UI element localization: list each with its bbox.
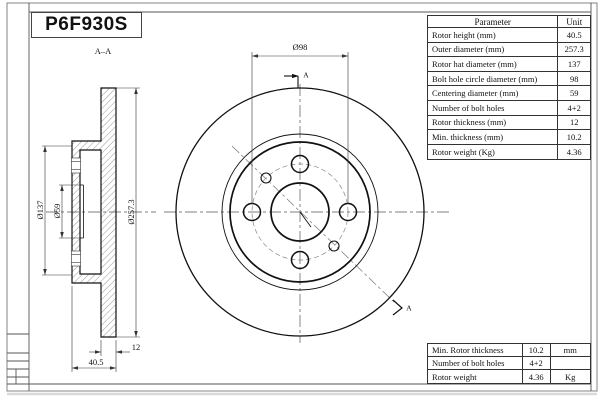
spec-table-header [428,16,590,28]
dim-hat-diameter-label: Ø137 [34,200,45,220]
value-cell: 4.36 [522,370,550,383]
dim-bolt-circle-label: Ø98 [292,41,308,52]
param-cell: Min. thickness (mm) [432,131,504,142]
value-cell: 4+2 [557,101,590,115]
table-row [428,116,590,131]
table-row [428,370,590,383]
value-cell: 59 [557,86,590,100]
part-number: P6F930S [45,14,128,35]
table-row [428,28,590,43]
value-cell: 12 [557,116,590,130]
label-cell: Min. Rotor thickness [432,345,504,355]
table-row [428,86,590,101]
unit-cell: mm [550,344,591,356]
table-row [428,43,590,58]
label-cell: Number of bolt holes [432,358,505,368]
table-row [428,344,590,357]
section-marker-top-label: A [303,70,309,80]
value-cell: 137 [557,57,590,71]
param-cell: Rotor hat diameter (mm) [432,58,517,69]
section-dimensions [42,88,140,372]
section-marker-top [284,74,299,88]
value-cell: 40.5 [557,28,590,42]
table-row [428,57,590,72]
param-cell: Number of bolt holes [432,102,505,113]
table-row [428,72,590,87]
spec-table [427,15,591,160]
dim-thickness-label: 12 [131,341,141,352]
dim-height-label: 40.5 [88,356,104,367]
param-cell: Bolt hole circle diameter (mm) [432,73,538,84]
value-cell: 4.36 [557,145,590,160]
front-view [164,52,452,343]
section-view [46,88,156,337]
summary-table [427,343,591,384]
value-cell: 98 [557,72,590,86]
dim-outer-diameter-label: Ø257.3 [125,199,136,225]
table-row [428,130,590,145]
table-row [428,145,590,160]
table-row [428,357,590,370]
section-dimension-arrows [43,88,138,370]
unit-cell: Kg [550,370,591,383]
spec-header-unit: Unit [557,16,590,27]
unit-cell [550,357,591,369]
param-cell: Rotor height (mm) [432,29,496,40]
param-cell: Outer diameter (mm) [432,44,505,55]
center-radius-tick [300,212,311,227]
section-view-title: A–A [94,45,112,56]
param-cell: Centering diameter (mm) [432,88,519,99]
rotor-cross-section [72,88,116,337]
param-cell: Rotor weight (Kg) [432,147,495,158]
value-cell: 10.2 [522,344,550,356]
part-number-box [31,12,142,38]
spec-header-parameter: Parameter [474,16,511,27]
value-cell: 10.2 [557,130,590,144]
value-cell: 257.3 [557,43,590,57]
label-cell: Rotor weight [432,371,477,382]
section-marker-bottom-label: A [406,303,412,313]
dim-centering-diameter-label: Ø59 [51,203,62,219]
value-cell: 4+2 [522,357,550,369]
table-row [428,101,590,116]
section-marker-bottom [393,300,402,315]
param-cell: Rotor thickness (mm) [432,117,507,128]
